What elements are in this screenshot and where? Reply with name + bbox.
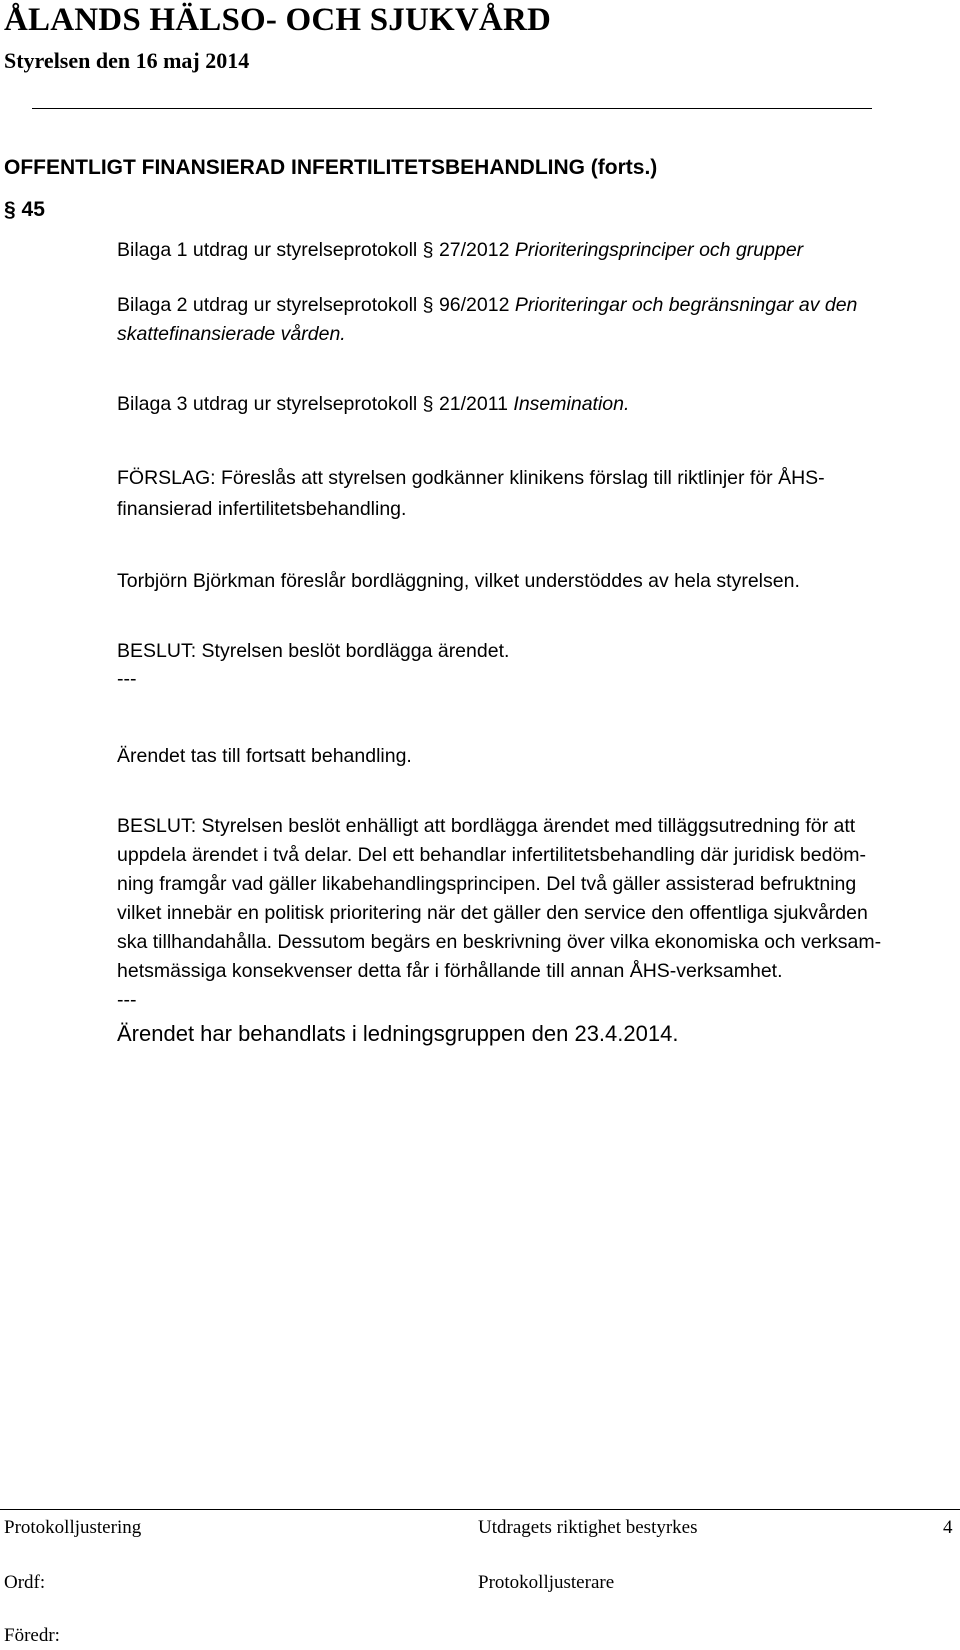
attachment-3-ref: 21/2011 xyxy=(433,393,514,415)
section-number: 45 xyxy=(21,198,45,221)
attachment-2-continued xyxy=(117,320,346,350)
organization-title: ÅLANDS HÄLSO- OCH SJUKVÅRD xyxy=(4,2,552,38)
footer-divider xyxy=(0,1509,960,1510)
decision-2-line-5: ska tillhandahålla. Dessutom begärs en beskrivning över vilka ekonomiska och verksam- xyxy=(117,931,882,953)
attachment-2-ref: 96/2012 xyxy=(433,294,515,316)
decision-2-line-6: hetsmässiga konsekvenser detta får i förhållande till annan ÅHS-verksamhet. xyxy=(117,960,783,982)
footer-adjusters-label: Protokolljusterare xyxy=(478,1572,615,1593)
footer-adjustment-label: Protokolljustering xyxy=(4,1517,142,1538)
management-note: Ärendet har behandlats i ledningsgruppen den 23.4.2014. xyxy=(117,1021,679,1046)
attachment-2-prefix: Bilaga 2 utdrag ur styrelseprotokoll xyxy=(117,294,423,316)
footer-ordf-label: Ordf: xyxy=(4,1572,46,1593)
decision-2-line-2: uppdela ärendet i två delar. Del ett behandlar infertilitetsbehandling där juridisk bedöm- xyxy=(117,844,867,866)
attachment-3-title: Insemination. xyxy=(513,393,630,415)
footer-certify-label: Utdragets riktighet bestyrkes xyxy=(478,1517,698,1538)
decision-2-line-3: ning framgår vad gäller likabehandlingsprincipen. Del två gäller assisterad befruktning xyxy=(117,873,857,895)
footer-presenter-label: Föredr: xyxy=(4,1625,60,1646)
attachment-2-title-line1: Prioriteringar och begränsningar av den xyxy=(514,294,858,316)
decision-2-line-4: vilket innebär en politisk prioritering när det gäller den service den offentliga sjukvården xyxy=(117,902,868,924)
attachment-3-prefix: Bilaga 3 utdrag ur styrelseprotokoll xyxy=(117,393,423,415)
motion-text: Torbjörn Björkman föreslår bordläggning, vilket understöddes av hela styrelsen. xyxy=(117,570,800,592)
header-divider xyxy=(32,108,872,109)
attachment-1-title: Prioriteringsprinciper och grupper xyxy=(514,239,804,261)
attachment-1-ref: 27/2012 xyxy=(433,239,515,261)
paragraph-sign: § xyxy=(4,198,16,221)
attachment-1-prefix: Bilaga 1 utdrag ur styrelseprotokoll xyxy=(117,239,423,261)
proposal-line-1: FÖRSLAG: Föreslås att styrelsen godkänner klinikens förslag till riktlinjer för ÅHS- xyxy=(117,467,825,489)
attachment-2-title-line2: skattefinansierade vården. xyxy=(117,323,346,345)
separator-2: --- xyxy=(117,989,137,1011)
decision-1: BESLUT: Styrelsen beslöt bordlägga ärendet. xyxy=(117,640,510,662)
proposal-line-2: finansierad infertilitetsbehandling. xyxy=(117,498,407,520)
footer-page-number: 4 xyxy=(943,1517,953,1538)
separator-1: --- xyxy=(117,668,137,690)
section-heading: OFFENTLIGT FINANSIERAD INFERTILITETSBEHANDLING (forts.) xyxy=(4,156,658,179)
board-meeting-date: Styrelsen den 16 maj 2014 xyxy=(4,48,250,73)
attachment-1 xyxy=(117,236,803,266)
paragraph-sign: § xyxy=(422,239,434,261)
attachment-3 xyxy=(117,390,629,420)
paragraph-sign: § xyxy=(422,294,434,316)
section-number-line xyxy=(4,198,45,222)
attachment-2 xyxy=(117,291,857,321)
continued-note: Ärendet tas till fortsatt behandling. xyxy=(117,745,412,767)
paragraph-sign: § xyxy=(422,393,434,415)
decision-2-line-1: BESLUT: Styrelsen beslöt enhälligt att bordlägga ärendet med tilläggsutredning för att xyxy=(117,815,856,837)
